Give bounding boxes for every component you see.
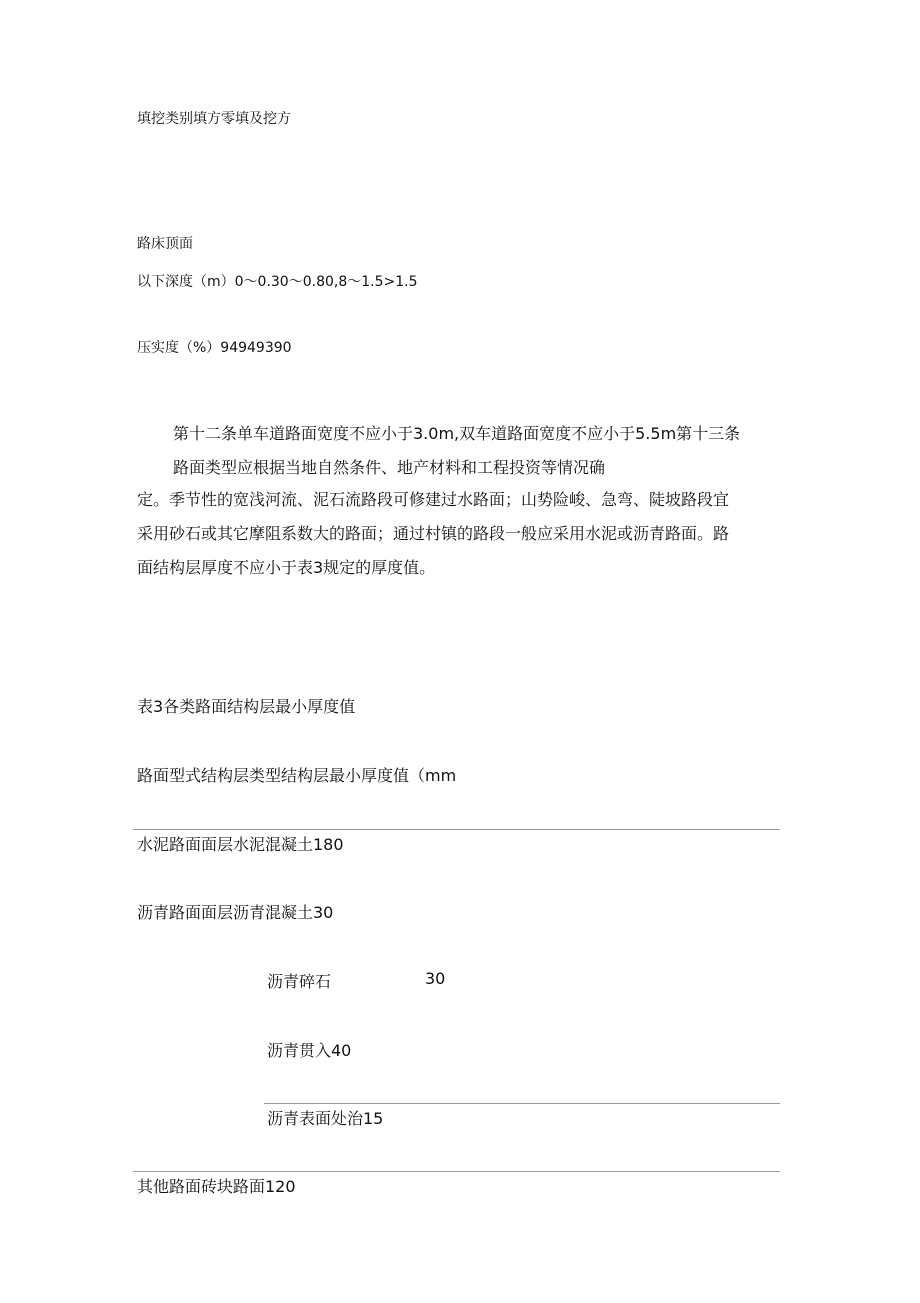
article-line-5: 面结构层厚度不应小于表3规定的厚度值。: [137, 558, 436, 577]
table3-rule-asphalt: [264, 1103, 780, 1104]
article-line-3: 定。季节性的宽浅河流、泥石流路段可修建过水路面；山势险峻、急弯、陡坡路段宜: [137, 490, 730, 509]
table3-rule-top: [133, 829, 780, 830]
article-line-2: 路面类型应根据当地自然条件、地产材料和工程投资等情况确: [173, 458, 606, 477]
article-line-4: 采用砂石或其它摩阻系数大的路面；通过村镇的路段一般应采用水泥或沥青路面。路: [137, 524, 730, 543]
table3-row-asphalt-concrete: 沥青路面面层沥青混凝土30: [137, 903, 334, 922]
subgrade-top-label: 路床顶面: [137, 236, 193, 252]
table3-row-other: 其他路面砖块路面120: [137, 1177, 296, 1196]
compaction-row: 压实度（%）94949390: [137, 340, 292, 356]
table3-rule-other: [133, 1171, 780, 1172]
table3-header: 路面型式结构层类型结构层最小厚度值（mm: [137, 766, 457, 785]
table3-row-asphalt-macadam-value: 30: [425, 969, 446, 988]
table3-row-cement: 水泥路面面层水泥混凝土180: [137, 835, 344, 854]
fill-type-row: 填挖类别填方零填及挖方: [137, 111, 291, 127]
article-line-1: 第十二条单车道路面宽度不应小于3.0m,双车道路面宽度不应小于5.5m第十三条: [173, 424, 741, 443]
table3-row-asphalt-surface-treatment: 沥青表面处治15: [267, 1109, 384, 1128]
table3-caption: 表3各类路面结构层最小厚度值: [137, 697, 356, 716]
table3-row-asphalt-macadam-label: 沥青碎石: [267, 972, 332, 991]
table3-row-asphalt-penetration: 沥青贯入40: [267, 1041, 352, 1060]
depth-row: 以下深度（m）0〜0.30〜0.80,8〜1.5>1.5: [137, 274, 418, 290]
